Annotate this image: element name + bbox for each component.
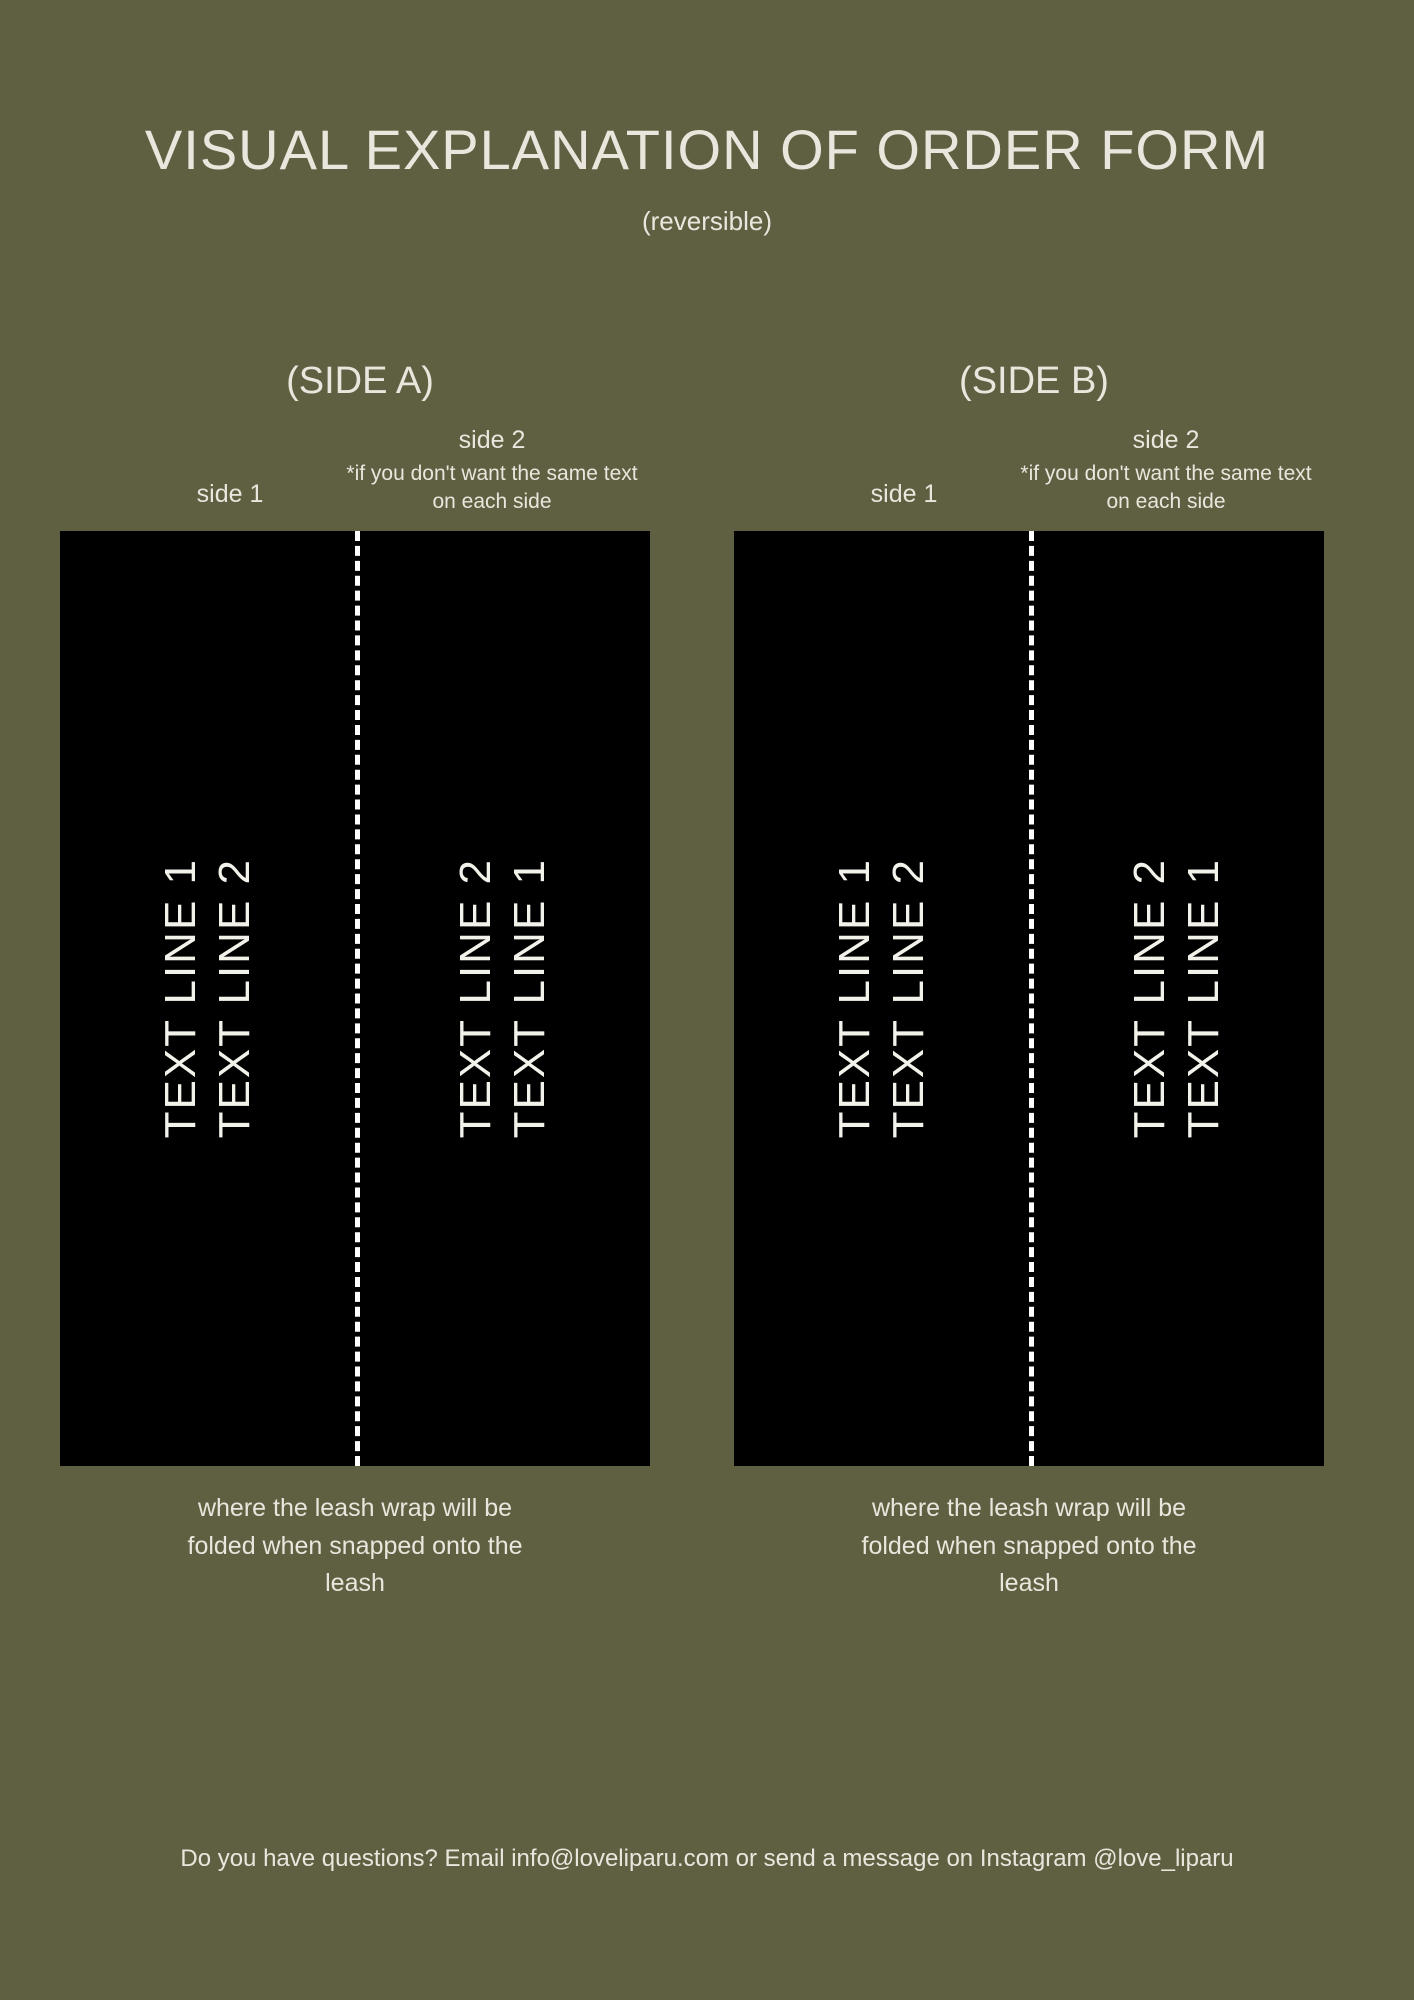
panel-b-title: (SIDE B) xyxy=(959,360,1109,402)
panel-a-left-line-2: TEXT LINE 2 xyxy=(209,858,259,1139)
panel-b-side2-note: *if you don't want the same text on each side xyxy=(1020,462,1312,513)
panel-a-left-half xyxy=(60,531,355,1466)
panel-a-right-text xyxy=(451,858,555,1138)
panel-a-side1-label: side 1 xyxy=(196,480,264,508)
panel-b-right-line-1: TEXT LINE 1 xyxy=(1178,858,1228,1139)
panel-b-right-line-2: TEXT LINE 2 xyxy=(1124,858,1174,1139)
panel-a-side2-label-group xyxy=(332,425,652,515)
panel-b-side2-label-group xyxy=(1006,425,1326,515)
panel-a-side2-note: *if you don't want the same text on each side xyxy=(346,462,638,513)
panel-a-right-line-2: TEXT LINE 2 xyxy=(450,858,500,1139)
panel-b-side2-label: side 2 xyxy=(1132,426,1200,455)
panel-b-right-text xyxy=(1125,858,1229,1138)
panel-a-side2-label: side 2 xyxy=(458,426,526,455)
panel-a-left-line-1: TEXT LINE 1 xyxy=(155,858,205,1139)
panel-b-left-line-1: TEXT LINE 1 xyxy=(829,858,879,1139)
panel-a-labels xyxy=(60,411,660,531)
footer-contact: Do you have questions? Email info@loveliparu.com or send a message on Instagram @love_liparu xyxy=(180,1845,1234,1872)
panel-a-left-text xyxy=(156,858,260,1138)
panel-b-left-text xyxy=(830,858,934,1138)
page-title: VISUAL EXPLANATION OF ORDER FORM xyxy=(144,118,1270,181)
panel-a-right-half xyxy=(355,531,650,1466)
panel-side-b xyxy=(734,360,1334,1603)
panel-a-right-line-1: TEXT LINE 1 xyxy=(504,858,554,1139)
panel-a-title: (SIDE A) xyxy=(286,360,434,402)
panel-side-a xyxy=(60,360,660,1603)
panel-b-right-half xyxy=(1029,531,1324,1466)
panel-b-side1-label: side 1 xyxy=(870,480,938,508)
panel-b-card xyxy=(734,531,1324,1466)
panel-b-left-line-2: TEXT LINE 2 xyxy=(883,858,933,1139)
panel-a-caption: where the leash wrap will be folded when snapped onto the leash xyxy=(187,1494,523,1597)
panel-a-card xyxy=(60,531,650,1466)
panel-b-caption: where the leash wrap will be folded when snapped onto the leash xyxy=(861,1494,1197,1597)
panel-b-labels xyxy=(734,411,1334,531)
page-subtitle: (reversible) xyxy=(641,206,773,236)
panel-b-left-half xyxy=(734,531,1029,1466)
